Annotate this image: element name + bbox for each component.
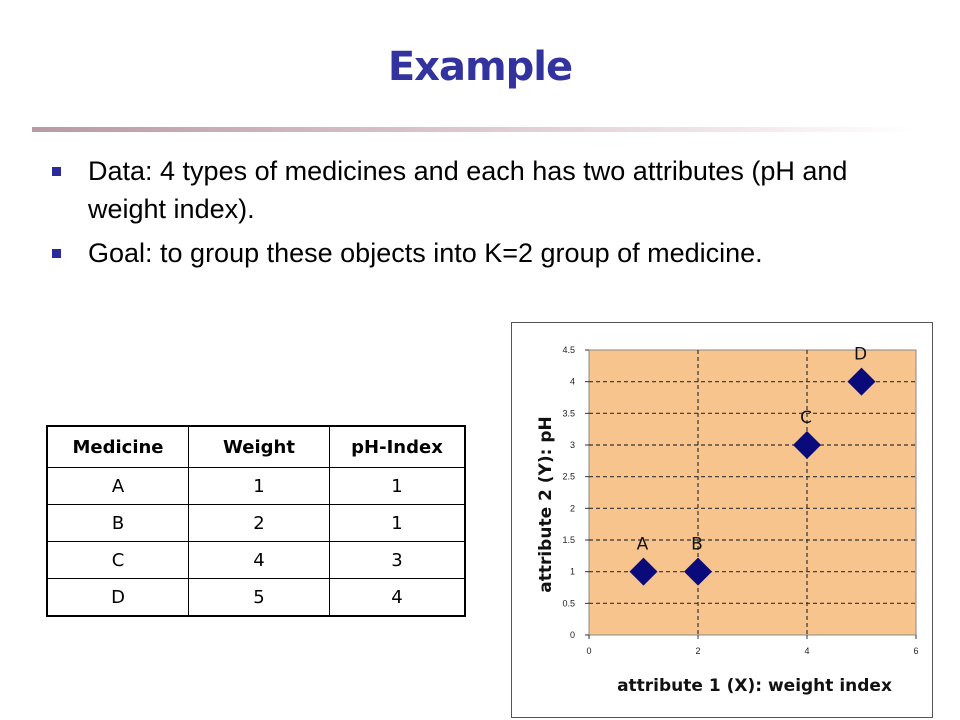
- bullet-text: Data: 4 types of medicines and each has two attributes (pH and weight index).: [88, 156, 848, 224]
- data-point-label: D: [853, 344, 868, 365]
- bullet-list: [52, 152, 912, 278]
- data-point-label: A: [636, 534, 649, 555]
- table-row: [47, 468, 465, 505]
- table-row: [47, 505, 465, 542]
- x-axis-label: attribute 1 (X): weight index: [617, 676, 892, 696]
- table-row: [47, 579, 465, 617]
- data-point-label: B: [691, 534, 703, 555]
- scatter-chart: [511, 322, 933, 718]
- table-row: [47, 542, 465, 579]
- x-tick-label: 2: [695, 646, 701, 656]
- y-tick-label: 1.5: [562, 535, 575, 545]
- y-tick-label: 4.5: [562, 345, 575, 355]
- table-cell: B: [47, 505, 189, 542]
- bullet-item: [52, 234, 912, 272]
- y-tick-label: 4: [569, 376, 575, 387]
- table-cell: A: [47, 468, 189, 505]
- column-header-weight: Weight: [189, 426, 330, 468]
- table-header-row: [47, 426, 465, 468]
- plot-area: [589, 350, 916, 635]
- table-cell: 5: [189, 579, 330, 617]
- y-tick-label: 3: [569, 440, 575, 450]
- bullet-item: [52, 152, 912, 228]
- medicine-table: [46, 425, 466, 617]
- bullet-square-icon: [52, 249, 61, 258]
- x-tick-label: 6: [913, 646, 919, 656]
- y-tick-label: 2: [569, 503, 575, 514]
- table-cell: 2: [189, 505, 330, 542]
- y-axis-label: attribute 2 (Y): pH: [536, 416, 556, 593]
- scatter-plot-svg: [512, 323, 932, 717]
- table-cell: 1: [330, 468, 466, 505]
- data-point-label: C: [800, 408, 812, 428]
- table-cell: C: [47, 542, 189, 579]
- table-cell: 3: [330, 542, 466, 579]
- table-cell: 1: [330, 505, 466, 542]
- column-header-ph-index: pH-Index: [330, 426, 466, 468]
- column-header-medicine: Medicine: [47, 426, 189, 468]
- y-tick-label: 0: [569, 630, 575, 640]
- bullet-text: Goal: to group these objects into K=2 group of medicine.: [88, 238, 763, 268]
- y-tick-label: 0.5: [562, 598, 575, 609]
- title-divider: [32, 127, 916, 132]
- table-cell: 1: [189, 468, 330, 505]
- y-tick-label: 2.5: [562, 471, 575, 482]
- x-tick-label: 4: [804, 646, 810, 656]
- x-tick-label: 0: [586, 646, 592, 656]
- table-cell: D: [47, 579, 189, 617]
- y-tick-label: 1: [569, 566, 575, 577]
- bullet-square-icon: [52, 167, 61, 176]
- slide-title: Example: [387, 44, 573, 90]
- y-tick-label: 3.5: [562, 408, 575, 419]
- table-cell: 4: [330, 579, 466, 617]
- table-cell: 4: [189, 542, 330, 579]
